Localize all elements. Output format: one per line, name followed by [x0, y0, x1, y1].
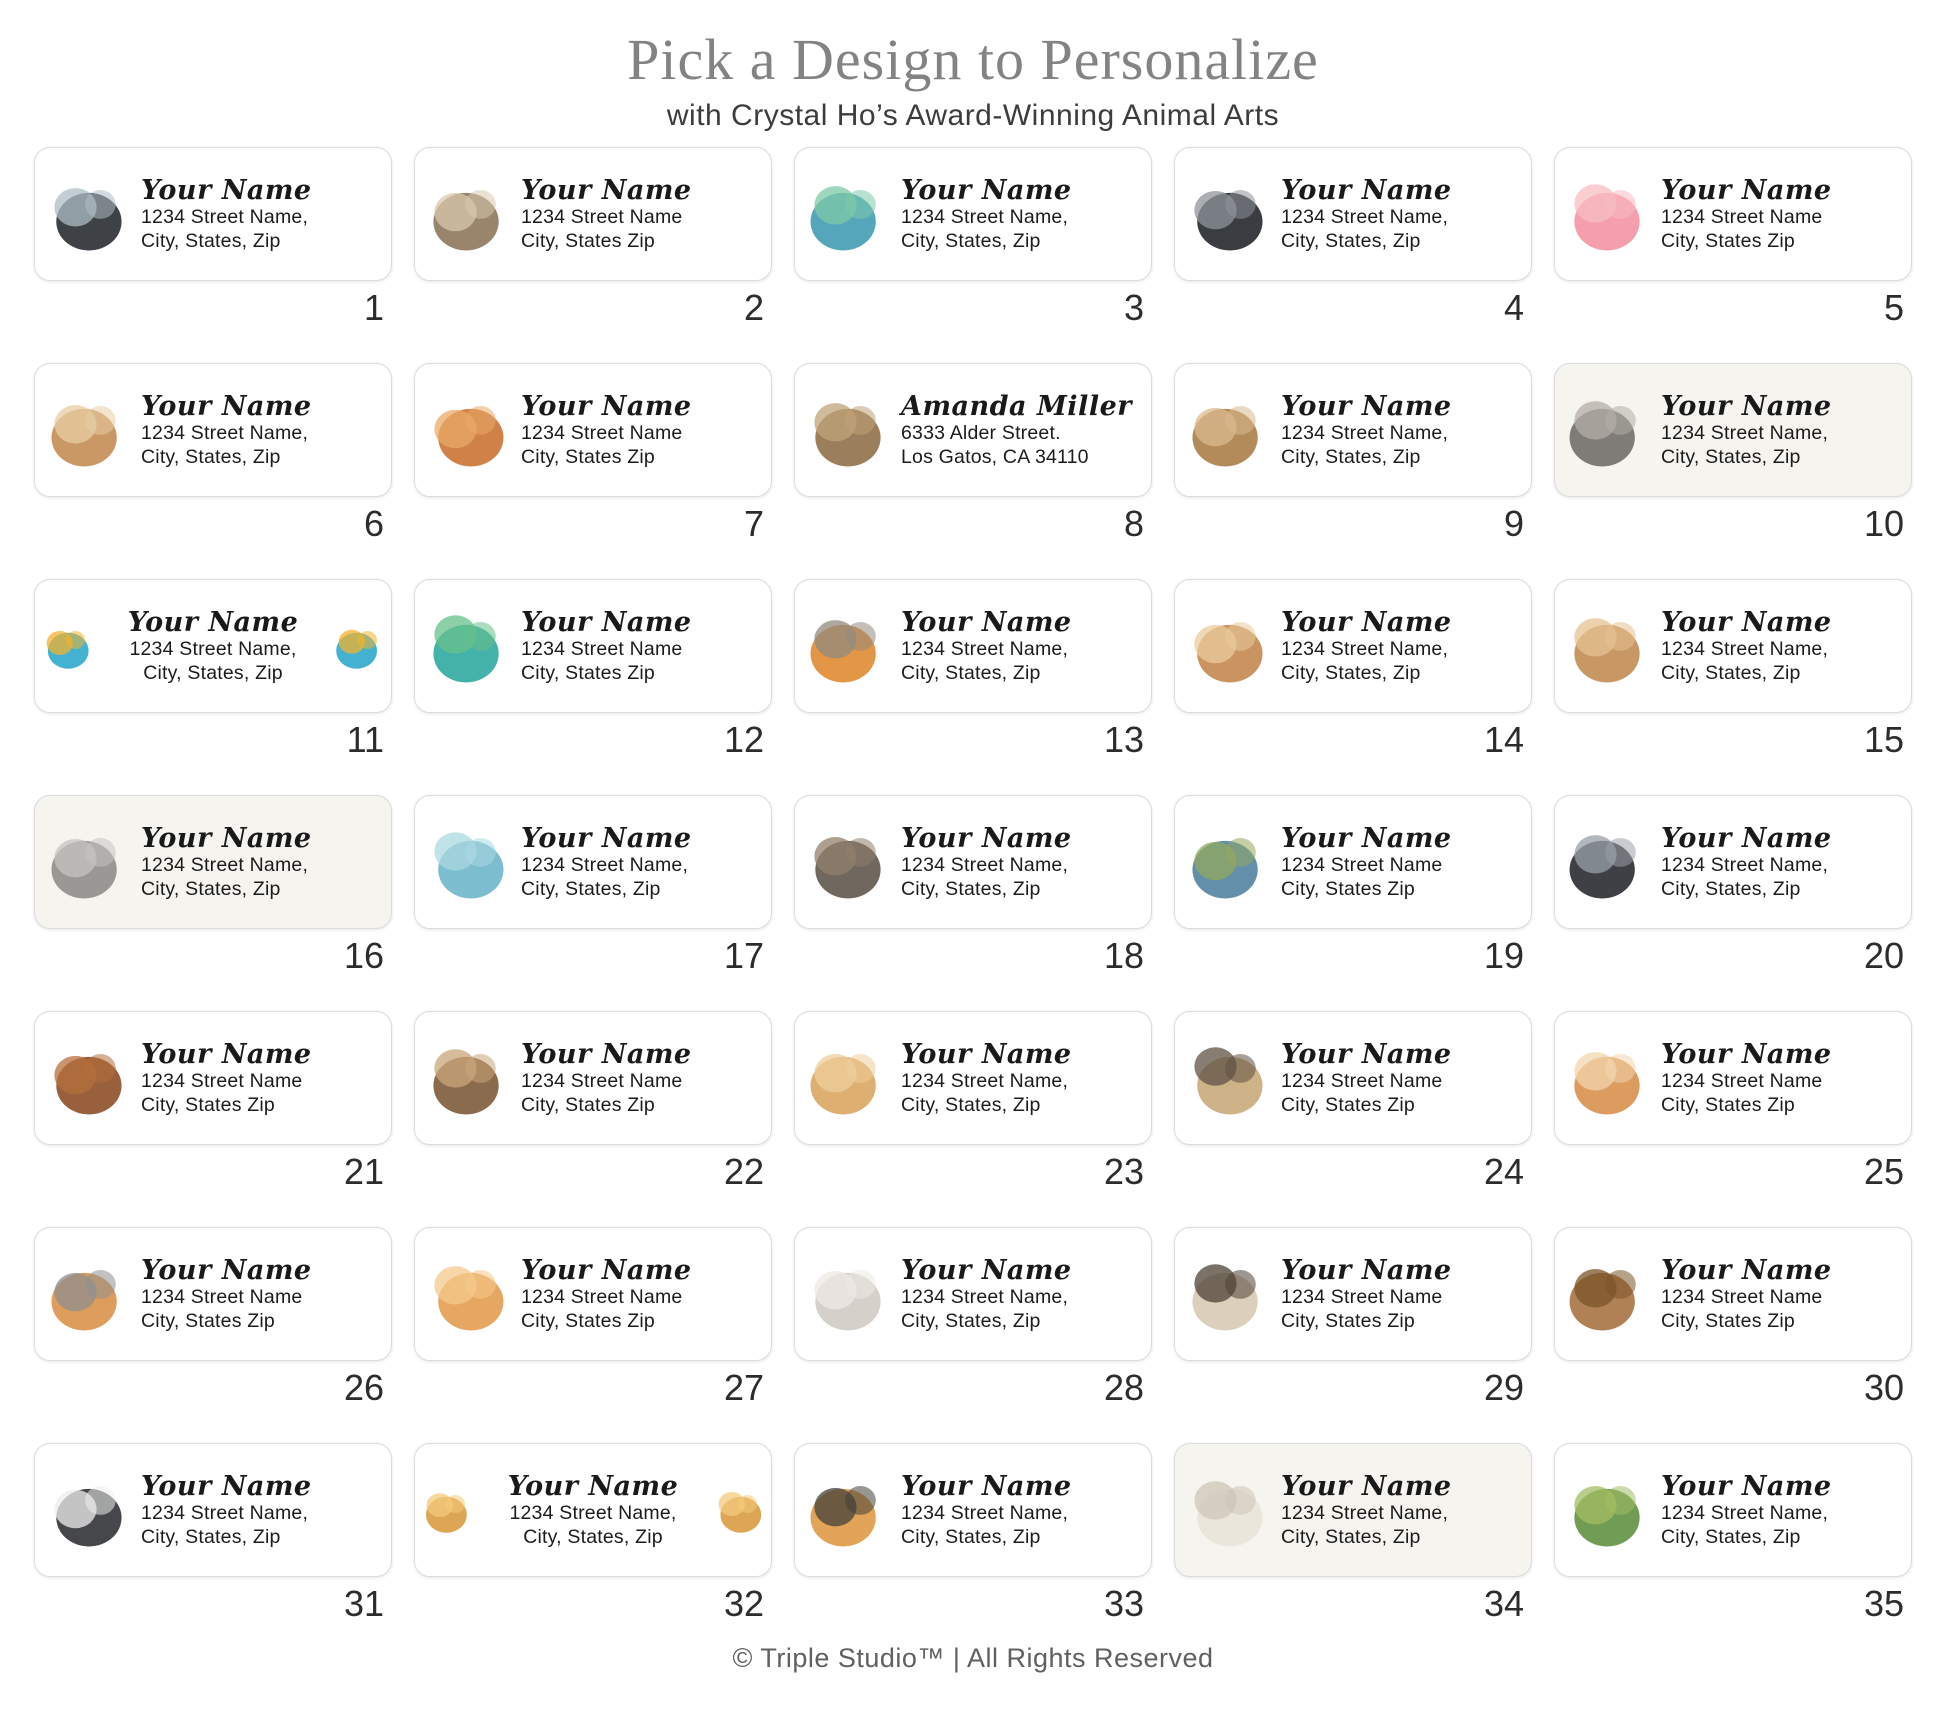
label-address-line1: 1234 Street Name,: [509, 1501, 677, 1524]
label-address-line1: 1234 Street Name,: [901, 1069, 1069, 1092]
label-text-block: [99, 601, 327, 692]
fawn-label-card[interactable]: [1174, 579, 1532, 713]
label-address-line1: 1234 Street Name,: [901, 637, 1069, 660]
label-text-block: [899, 601, 1151, 692]
label-address-line2: City, States, Zip: [901, 661, 1041, 684]
label-name: Your Name: [1281, 1254, 1452, 1286]
label-text-block: [1659, 817, 1911, 908]
label-address-line1: 1234 Street Name,: [1281, 421, 1449, 444]
label-address-line1: 1234 Street Name,: [129, 637, 297, 660]
design-option: [794, 1011, 1152, 1193]
design-option: [1554, 579, 1912, 761]
hummingbird-label-card[interactable]: [414, 579, 772, 713]
watercolor-heart-label-card[interactable]: [794, 147, 1152, 281]
design-option: [1174, 579, 1532, 761]
orcas-illustration: [35, 148, 139, 280]
label-address-line1: 1234 Street Name: [1281, 853, 1443, 876]
design-option: [794, 795, 1152, 977]
label-address-line2: City, States, Zip: [1661, 1525, 1801, 1548]
design-number: 4: [1503, 287, 1524, 328]
label-address-line2: City, States, Zip: [901, 229, 1041, 252]
label-text-block: [519, 385, 771, 476]
label-address-line1: 1234 Street Name: [1281, 1069, 1443, 1092]
design-option: [414, 1227, 772, 1409]
page-header: [34, 26, 1912, 133]
label-text-block: [899, 1465, 1151, 1556]
design-grid: [34, 147, 1912, 1625]
design-number: 30: [1863, 1367, 1904, 1408]
label-name: Your Name: [521, 1254, 692, 1286]
label-address-line2: City, States Zip: [1661, 229, 1795, 252]
label-text-block: [139, 1249, 391, 1340]
design-option: [34, 1443, 392, 1625]
cat-pair-illustration: [35, 1228, 139, 1360]
label-address-line2: City, States Zip: [521, 661, 655, 684]
label-name: Your Name: [507, 1470, 679, 1502]
penguin-couple-label-card[interactable]: [1174, 147, 1532, 281]
tiger-label-card[interactable]: [794, 1443, 1152, 1577]
chipmunk-illustration: [1175, 364, 1279, 496]
design-option: [34, 1227, 392, 1409]
macaw-parrots-label-card[interactable]: [34, 579, 392, 713]
design-number: 9: [1503, 503, 1524, 544]
label-name: Your Name: [901, 1470, 1072, 1502]
design-option: [1174, 1227, 1532, 1409]
sea-turtle-label-card[interactable]: [1174, 795, 1532, 929]
label-name: Your Name: [521, 606, 692, 638]
polar-bear-illustration: [1175, 1444, 1279, 1576]
hedgehogs-illustration: [415, 148, 519, 280]
chipmunk-label-card[interactable]: [1174, 363, 1532, 497]
label-name: Your Name: [141, 1038, 312, 1070]
label-name: Your Name: [127, 606, 299, 638]
design-option: [414, 795, 772, 977]
label-text-block: [1659, 1033, 1911, 1124]
lop-eared-rabbit-label-card[interactable]: [1554, 579, 1912, 713]
label-address-line1: 1234 Street Name,: [141, 853, 309, 876]
label-text-block: [1659, 1249, 1911, 1340]
design-number: 29: [1483, 1367, 1524, 1408]
robin-label-card[interactable]: [794, 579, 1152, 713]
sea-otter-illustration: [795, 796, 899, 928]
label-name: Your Name: [521, 390, 692, 422]
label-name: Your Name: [1281, 174, 1452, 206]
label-name: Your Name: [1661, 390, 1832, 422]
label-address-line2: City, States Zip: [141, 1093, 275, 1116]
giraffes-illustration: [415, 1444, 479, 1576]
label-address-line1: 1234 Street Name: [521, 1069, 683, 1092]
design-number: 2: [743, 287, 764, 328]
design-option: [1174, 363, 1532, 545]
design-option: [1554, 1011, 1912, 1193]
label-text-block: [899, 169, 1151, 260]
design-option: [1174, 795, 1532, 977]
label-address-line2: City, States, Zip: [1661, 877, 1801, 900]
label-name: Your Name: [141, 822, 312, 854]
sleeping-orange-cat-label-card[interactable]: [414, 1227, 772, 1361]
label-address-line1: 1234 Street Name,: [1661, 421, 1829, 444]
label-text-block: [1279, 817, 1531, 908]
design-number: 15: [1863, 719, 1904, 760]
polar-bear-label-card[interactable]: [1174, 1443, 1532, 1577]
flamingos-illustration: [1555, 148, 1659, 280]
sea-otter-label-card[interactable]: [794, 795, 1152, 929]
fawn-illustration: [1175, 580, 1279, 712]
design-option: [1174, 1011, 1532, 1193]
design-number: 17: [723, 935, 764, 976]
label-address-line2: City, States Zip: [521, 1093, 655, 1116]
crocodile-illustration: [1555, 1444, 1659, 1576]
page-footer: © Triple Studio™ | All Rights Reserved: [732, 1643, 1214, 1673]
label-address-line1: 1234 Street Name,: [901, 1285, 1069, 1308]
label-name: Your Name: [1281, 1470, 1452, 1502]
label-name: Your Name: [901, 174, 1072, 206]
label-text-block: [899, 1033, 1151, 1124]
design-option: [1554, 1227, 1912, 1409]
label-name: Your Name: [1661, 606, 1832, 638]
label-name: Your Name: [141, 1254, 312, 1286]
label-address-line1: 1234 Street Name,: [901, 205, 1069, 228]
label-address-line1: 1234 Street Name: [1661, 205, 1823, 228]
pug-label-card[interactable]: [1174, 1011, 1532, 1145]
label-text-block: [1279, 169, 1531, 260]
label-address-line1: 1234 Street Name: [521, 637, 683, 660]
label-address-line2: City, States, Zip: [1661, 445, 1801, 468]
macaw-parrots-illustration: [327, 580, 391, 712]
label-address-line2: Los Gatos, CA 34110: [901, 445, 1089, 468]
design-number: 20: [1863, 935, 1904, 976]
design-option: [794, 579, 1152, 761]
label-name: Your Name: [901, 606, 1072, 638]
label-name: Your Name: [1281, 606, 1452, 638]
lop-eared-rabbit-illustration: [1555, 580, 1659, 712]
label-address-line2: City, States, Zip: [141, 1525, 281, 1548]
design-number: 5: [1883, 287, 1904, 328]
label-text-block: [899, 817, 1151, 908]
label-name: Your Name: [1661, 1470, 1832, 1502]
label-address-line2: City, States, Zip: [901, 877, 1041, 900]
label-text-block: [1279, 1249, 1531, 1340]
label-text-block: [1659, 385, 1911, 476]
watercolor-heart-illustration: [795, 148, 899, 280]
golden-retriever-puppy-label-card[interactable]: [794, 1011, 1152, 1145]
label-name: Your Name: [1661, 1038, 1832, 1070]
label-address-line1: 1234 Street Name: [141, 1285, 303, 1308]
label-text-block: [899, 385, 1151, 476]
design-number: 24: [1483, 1151, 1524, 1192]
design-number: 11: [346, 719, 384, 760]
label-text-block: [519, 817, 771, 908]
dolphins-illustration: [415, 796, 519, 928]
design-option: [414, 1011, 772, 1193]
label-address-line2: City, States, Zip: [1281, 661, 1421, 684]
design-option: [414, 363, 772, 545]
label-text-block: [139, 1465, 391, 1556]
label-address-line2: City, States, Zip: [1661, 661, 1801, 684]
bunny-label-card[interactable]: [34, 363, 392, 497]
design-option: [414, 579, 772, 761]
design-number: 13: [1103, 719, 1144, 760]
flamingos-label-card[interactable]: [1554, 147, 1912, 281]
label-address-line1: 1234 Street Name,: [141, 1501, 309, 1524]
label-address-line2: City, States, Zip: [521, 877, 661, 900]
label-address-line1: 1234 Street Name,: [1281, 637, 1449, 660]
label-address-line2: City, States, Zip: [901, 1309, 1041, 1332]
design-option: [1174, 147, 1532, 329]
label-name: Your Name: [901, 822, 1072, 854]
beagle-label-card[interactable]: [414, 1011, 772, 1145]
dolphins-label-card[interactable]: [414, 795, 772, 929]
label-name: Your Name: [1281, 390, 1452, 422]
label-name: Your Name: [141, 174, 312, 206]
label-address-line2: City, States Zip: [521, 229, 655, 252]
label-name: Your Name: [1661, 1254, 1832, 1286]
design-option: [1554, 795, 1912, 977]
bunny-illustration: [35, 364, 139, 496]
label-text-block: [519, 1249, 771, 1340]
label-address-line1: 6333 Alder Street.: [901, 421, 1061, 444]
design-number: 25: [1863, 1151, 1904, 1192]
design-option: [794, 1227, 1152, 1409]
label-address-line1: 1234 Street Name: [521, 205, 683, 228]
label-address-line1: 1234 Street Name,: [1661, 853, 1829, 876]
label-name: Your Name: [1661, 822, 1832, 854]
label-text-block: [519, 1033, 771, 1124]
label-text-block: [139, 385, 391, 476]
panda-label-card[interactable]: [34, 1443, 392, 1577]
design-option: [1554, 1443, 1912, 1625]
beagle-illustration: [415, 1012, 519, 1144]
golden-retriever-puppy-illustration: [795, 1012, 899, 1144]
design-option: [34, 579, 392, 761]
robin-illustration: [795, 580, 899, 712]
tiger-illustration: [795, 1444, 899, 1576]
design-option: [794, 1443, 1152, 1625]
label-text-block: [519, 601, 771, 692]
design-number: 18: [1103, 935, 1144, 976]
panda-illustration: [35, 1444, 139, 1576]
dachshund-illustration: [35, 1012, 139, 1144]
design-number: 12: [723, 719, 764, 760]
label-address-line2: City, States, Zip: [523, 1525, 663, 1548]
label-address-line1: 1234 Street Name,: [521, 853, 689, 876]
label-text-block: [899, 1249, 1151, 1340]
giraffes-label-card[interactable]: [414, 1443, 772, 1577]
label-text-block: [1279, 385, 1531, 476]
emperor-penguin-family-label-card[interactable]: [1554, 795, 1912, 929]
design-option: [1174, 1443, 1532, 1625]
design-number: 32: [723, 1583, 764, 1624]
label-address-line1: 1234 Street Name,: [141, 421, 309, 444]
raccoon-label-card[interactable]: [1554, 363, 1912, 497]
dachshund-label-card[interactable]: [34, 1011, 392, 1145]
label-text-block: [139, 1033, 391, 1124]
giraffes-illustration: [707, 1444, 771, 1576]
label-address-line2: City, States, Zip: [143, 661, 283, 684]
label-text-block: [479, 1465, 707, 1556]
siamese-cat-label-card[interactable]: [1174, 1227, 1532, 1361]
sleeping-orange-cat-illustration: [415, 1228, 519, 1360]
design-number: 28: [1103, 1367, 1144, 1408]
orcas-label-card[interactable]: [34, 147, 392, 281]
design-option: [794, 147, 1152, 329]
sea-turtle-illustration: [1175, 796, 1279, 928]
label-address-line2: City, States Zip: [1281, 1309, 1415, 1332]
corgi-label-card[interactable]: [1554, 1011, 1912, 1145]
label-address-line1: 1234 Street Name,: [901, 853, 1069, 876]
design-number: 7: [743, 503, 764, 544]
label-text-block: [1279, 1465, 1531, 1556]
sleeping-fox-label-card[interactable]: [414, 363, 772, 497]
raccoon-illustration: [1555, 364, 1659, 496]
label-text-block: [139, 817, 391, 908]
label-address-line2: City, States, Zip: [901, 1093, 1041, 1116]
penguin-couple-illustration: [1175, 148, 1279, 280]
siamese-cat-illustration: [1175, 1228, 1279, 1360]
design-number: 23: [1103, 1151, 1144, 1192]
design-number: 33: [1103, 1583, 1144, 1624]
corgi-illustration: [1555, 1012, 1659, 1144]
label-address-line1: 1234 Street Name,: [1281, 1501, 1449, 1524]
design-number: 34: [1483, 1583, 1524, 1624]
design-number: 19: [1483, 935, 1524, 976]
design-option: [794, 363, 1152, 545]
design-number: 14: [1483, 719, 1524, 760]
brown-bear-illustration: [795, 364, 899, 496]
hedgehogs-label-card[interactable]: [414, 147, 772, 281]
design-number: 1: [363, 287, 384, 328]
design-number: 3: [1123, 287, 1144, 328]
label-name: Your Name: [141, 390, 312, 422]
design-number: 35: [1863, 1583, 1904, 1624]
label-text-block: [139, 169, 391, 260]
emperor-penguin-family-illustration: [1555, 796, 1659, 928]
page-subtitle: with Crystal Ho’s Award-Winning Animal Arts: [666, 99, 1280, 132]
label-address-line2: City, States, Zip: [901, 1525, 1041, 1548]
design-number: 26: [343, 1367, 384, 1408]
label-text-block: [1659, 601, 1911, 692]
design-number: 10: [1863, 503, 1904, 544]
label-text-block: [1659, 1465, 1911, 1556]
label-address-line2: City, States, Zip: [141, 229, 281, 252]
koalas-illustration: [35, 796, 139, 928]
label-address-line1: 1234 Street Name,: [1661, 637, 1829, 660]
label-address-line1: 1234 Street Name,: [1661, 1501, 1829, 1524]
label-address-line1: 1234 Street Name,: [1281, 205, 1449, 228]
label-address-line2: City, States Zip: [1281, 1093, 1415, 1116]
sleeping-fox-illustration: [415, 364, 519, 496]
stag-illustration: [1555, 1228, 1659, 1360]
label-address-line2: City, States, Zip: [141, 877, 281, 900]
label-address-line2: City, States Zip: [521, 445, 655, 468]
pug-illustration: [1175, 1012, 1279, 1144]
label-name: Your Name: [1281, 822, 1452, 854]
label-name: Amanda Miller: [901, 390, 1132, 422]
label-text-block: [1659, 169, 1911, 260]
design-number: 16: [343, 935, 384, 976]
label-name: Your Name: [901, 1038, 1072, 1070]
label-address-line2: City, States, Zip: [1281, 445, 1421, 468]
label-name: Your Name: [521, 1038, 692, 1070]
cat-pair-label-card[interactable]: [34, 1227, 392, 1361]
design-option: [1554, 147, 1912, 329]
label-address-line2: City, States Zip: [1661, 1309, 1795, 1332]
hummingbird-illustration: [415, 580, 519, 712]
label-text-block: [1279, 1033, 1531, 1124]
label-name: Your Name: [141, 1470, 312, 1502]
page-title: Pick a Design to Personalize: [627, 27, 1319, 92]
koalas-label-card[interactable]: [34, 795, 392, 929]
design-number: 22: [723, 1151, 764, 1192]
design-number: 21: [343, 1151, 384, 1192]
label-name: Your Name: [901, 1254, 1072, 1286]
design-option: [414, 147, 772, 329]
design-number: 8: [1123, 503, 1144, 544]
label-address-line2: City, States, Zip: [1281, 229, 1421, 252]
label-name: Your Name: [521, 822, 692, 854]
label-text-block: [519, 169, 771, 260]
label-address-line2: City, States, Zip: [1281, 1525, 1421, 1548]
crocodile-label-card[interactable]: [1554, 1443, 1912, 1577]
label-address-line1: 1234 Street Name: [521, 421, 683, 444]
label-address-line1: 1234 Street Name: [141, 1069, 303, 1092]
label-address-line1: 1234 Street Name: [1661, 1285, 1823, 1308]
label-address-line2: City, States, Zip: [141, 445, 281, 468]
label-address-line1: 1234 Street Name: [521, 1285, 683, 1308]
brown-bear-label-card[interactable]: [794, 363, 1152, 497]
label-address-line2: City, States Zip: [141, 1309, 275, 1332]
design-number: 6: [363, 503, 384, 544]
label-address-line1: 1234 Street Name: [1661, 1069, 1823, 1092]
design-option: [34, 1011, 392, 1193]
curled-cat-label-card[interactable]: [794, 1227, 1152, 1361]
design-option: [34, 795, 392, 977]
label-address-line2: City, States Zip: [1281, 877, 1415, 900]
label-address-line1: 1234 Street Name,: [901, 1501, 1069, 1524]
label-name: Your Name: [1281, 1038, 1452, 1070]
design-option: [1554, 363, 1912, 545]
design-option: [34, 147, 392, 329]
label-address-line1: 1234 Street Name,: [141, 205, 309, 228]
label-name: Your Name: [1661, 174, 1832, 206]
label-text-block: [1279, 601, 1531, 692]
label-address-line2: City, States Zip: [521, 1309, 655, 1332]
design-number: 31: [343, 1583, 384, 1624]
stag-label-card[interactable]: [1554, 1227, 1912, 1361]
design-option: [414, 1443, 772, 1625]
curled-cat-illustration: [795, 1228, 899, 1360]
design-number: 27: [723, 1367, 764, 1408]
label-name: Your Name: [521, 174, 692, 206]
label-address-line2: City, States Zip: [1661, 1093, 1795, 1116]
macaw-parrots-illustration: [35, 580, 99, 712]
design-option: [34, 363, 392, 545]
label-address-line1: 1234 Street Name: [1281, 1285, 1443, 1308]
